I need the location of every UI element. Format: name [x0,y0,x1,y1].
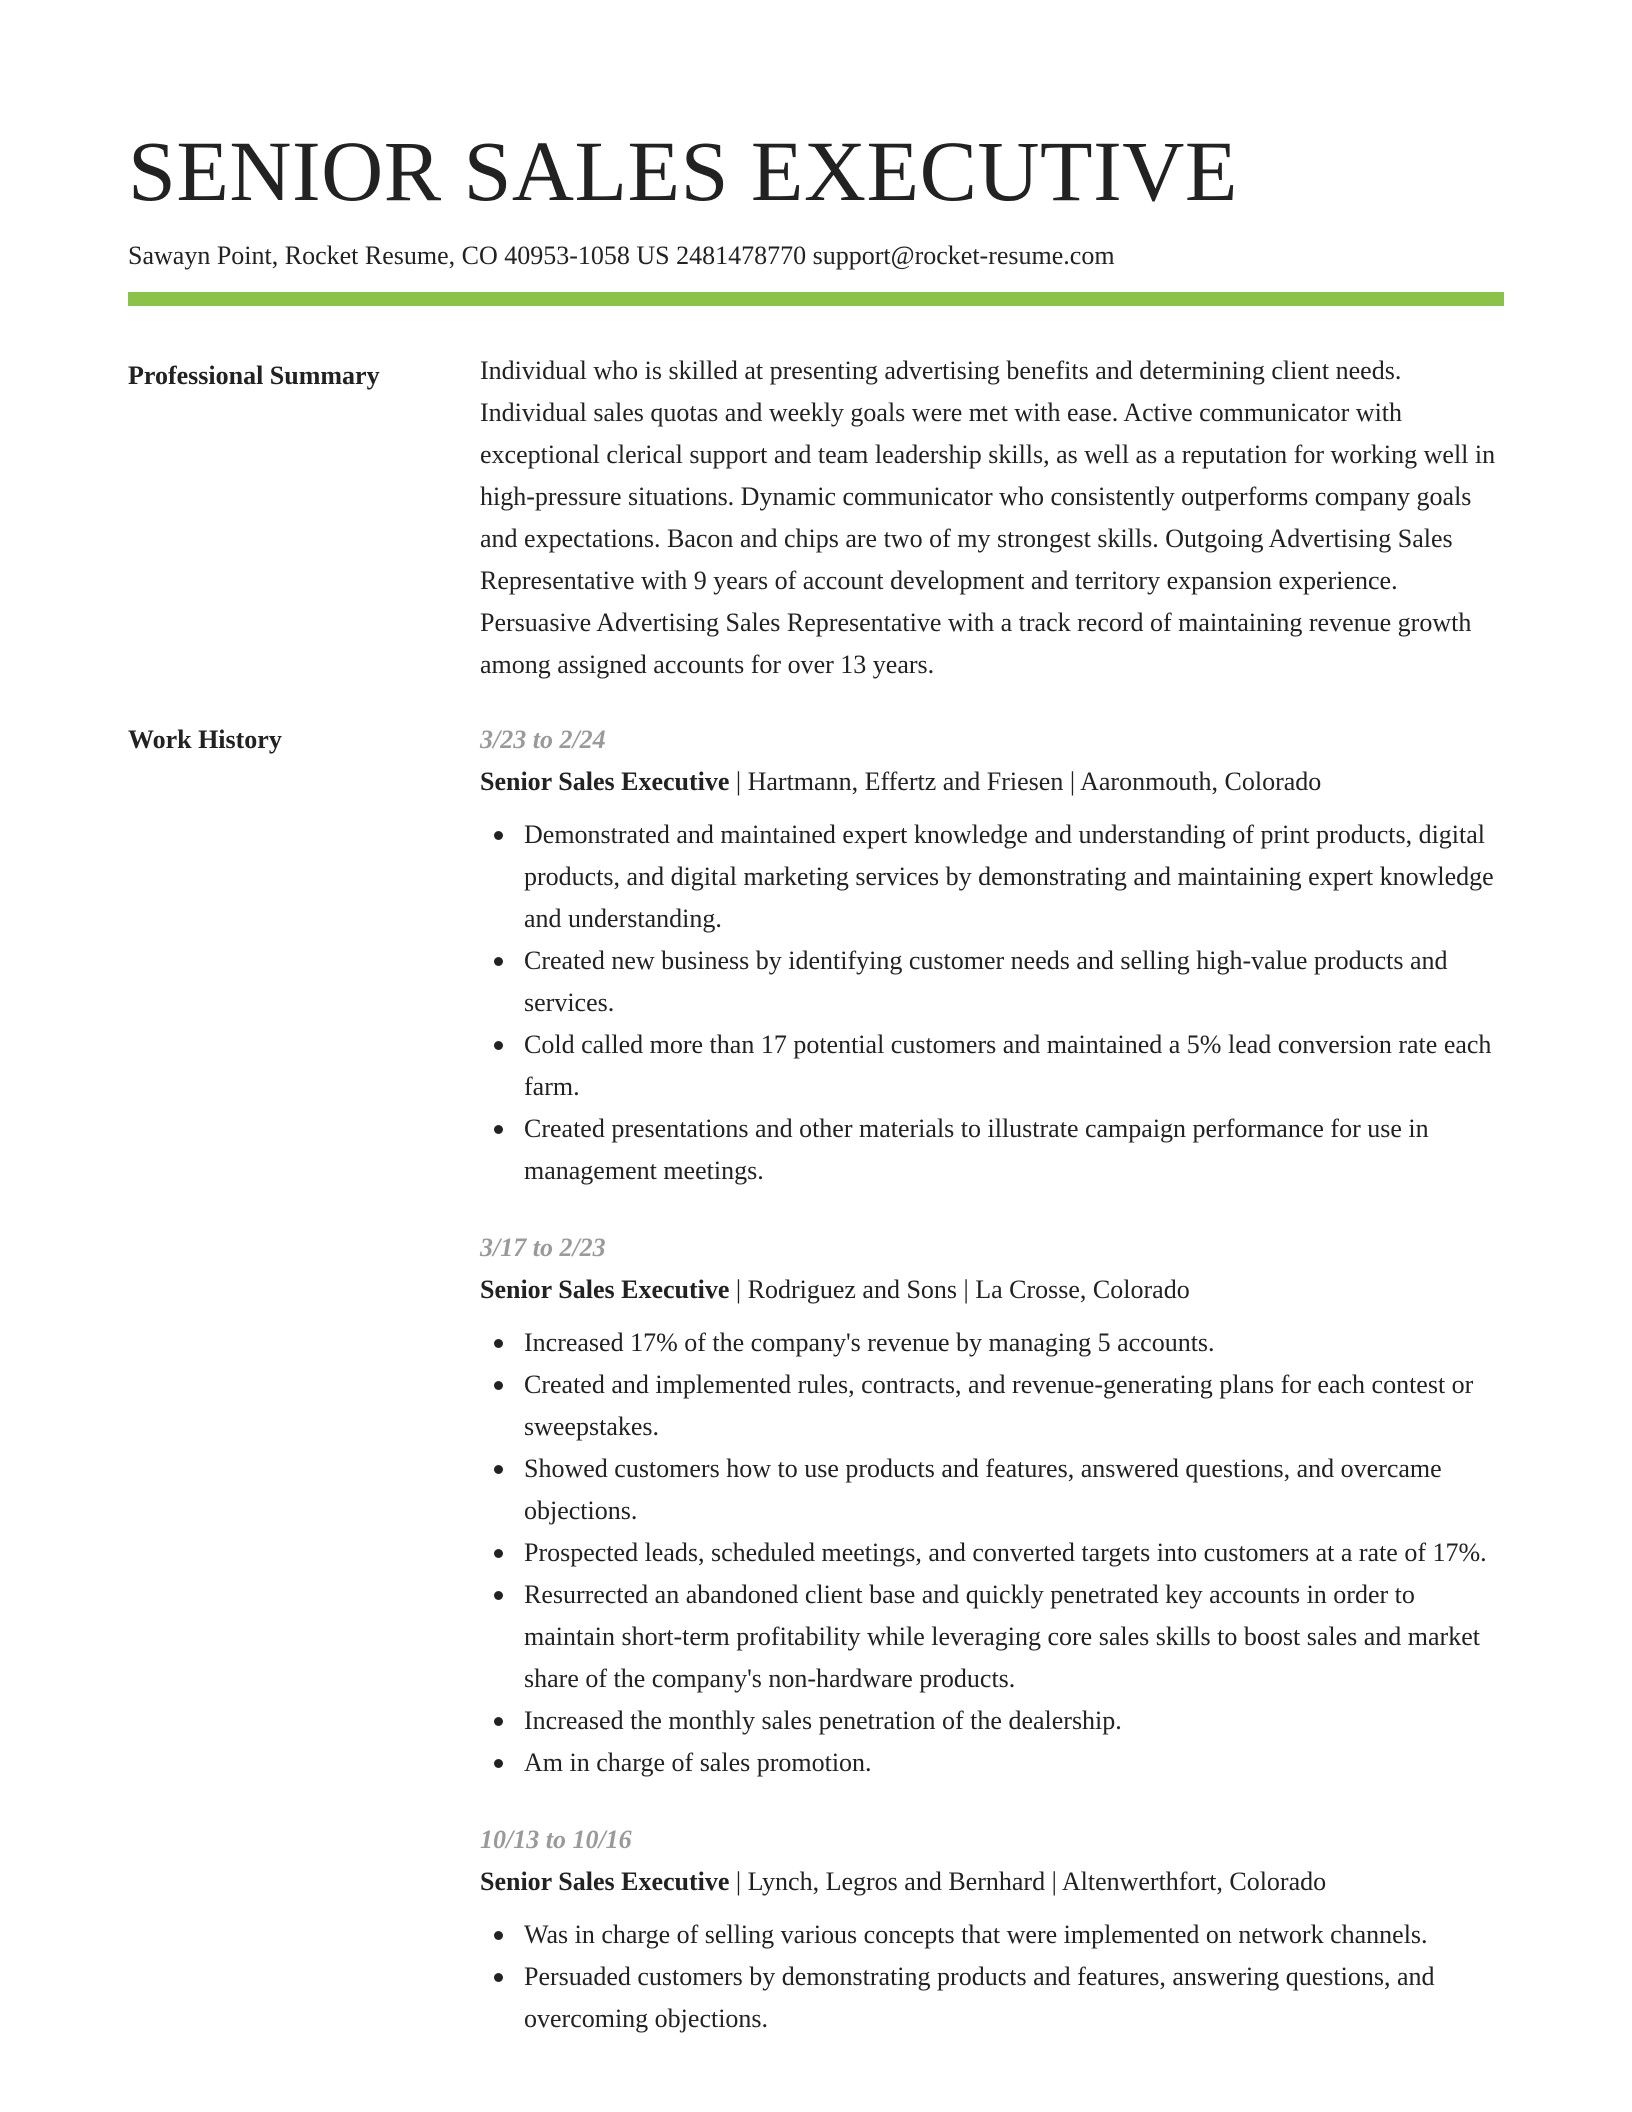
accent-divider [128,292,1504,306]
list-item [480,1024,1504,1108]
summary-section [128,356,1504,686]
bullet-text: Am in charge of sales promotion. [524,1748,872,1777]
job-bullets [480,814,1504,1192]
list-item [480,1742,1504,1784]
summary-text: Individual who is skilled at presenting advertising benefits and determining client needs. Individual sales quotas and weekly goals were met with ease. Active communicator with exceptional clerical support and team leadership skills, as well as a reputation for working well in high-pressure situations. Dynamic communicator who consistently outperforms company goals and expectations. Bacon and chips are two of my strongest skills. Outgoing Advertising Sales Representative with 9 years of account development and territory expansion experience. Persuasive Advertising Sales Representative with a track record of maintaining revenue growth among assigned accounts for over 13 years. [480,356,1496,679]
job-bullets [480,1322,1504,1784]
summary-body [480,356,1504,686]
job-dates: 3/17 to 2/23 [480,1233,606,1262]
job-heading [480,1272,1504,1308]
bullet-icon [494,957,503,966]
bullet-text: Demonstrated and maintained expert knowledge and understanding of print products, digital products, and digital marketing services by demonstrating and maintaining expert knowledge and understanding. [524,820,1494,933]
bullet-text: Was in charge of selling various concepts that were implemented on network channels. [524,1920,1428,1949]
resume-page [128,0,1504,2080]
bullet-icon [494,1381,503,1390]
list-item [480,1914,1504,1956]
job-company-location: | Hartmann, Effertz and Friesen | Aaronmouth, Colorado [729,767,1322,796]
summary-heading: Professional Summary [128,361,380,390]
bullet-icon [494,1759,503,1768]
work-history-section [128,724,1504,2080]
job-entry [480,1822,1504,2040]
job-dates: 10/13 to 10/16 [480,1825,632,1854]
bullet-text: Increased 17% of the company's revenue by managing 5 accounts. [524,1328,1215,1357]
bullet-icon [494,1973,503,1982]
bullet-text: Prospected leads, scheduled meetings, and converted targets into customers at a rate of 17%. [524,1538,1487,1567]
bullet-icon [494,1549,503,1558]
list-item [480,1956,1504,2040]
list-item [480,940,1504,1024]
list-item [480,1448,1504,1532]
job-company-location: | Rodriguez and Sons | La Crosse, Colorado [729,1275,1190,1304]
bullet-text: Showed customers how to use products and features, answered questions, and overcame objections. [524,1454,1442,1525]
bullet-text: Created new business by identifying customer needs and selling high-value products and services. [524,946,1448,1017]
job-heading [480,764,1504,800]
list-item [480,1322,1504,1364]
bullet-text: Resurrected an abandoned client base and quickly penetrated key accounts in order to maintain short-term profitability while leveraging core sales skills to boost sales and market share of the company's non-hardware products. [524,1580,1480,1693]
bullet-icon [494,831,503,840]
list-item [480,814,1504,940]
bullet-icon [494,1931,503,1940]
bullet-icon [494,1717,503,1726]
job-entry [480,1230,1504,1784]
job-bullets [480,1914,1504,2040]
bullet-icon [494,1591,503,1600]
list-item [480,1108,1504,1192]
list-item [480,1532,1504,1574]
job-company-location: | Lynch, Legros and Bernhard | Altenwerthfort, Colorado [729,1867,1327,1896]
job-entry [480,722,1504,1192]
page-title: SENIOR SALES EXECUTIVE [128,123,1238,219]
work-history-body [480,724,1504,2080]
job-dates: 3/23 to 2/24 [480,725,606,754]
list-item [480,1364,1504,1448]
job-title: Senior Sales Executive [480,1275,730,1304]
bullet-text: Created presentations and other materials to illustrate campaign performance for use in management meetings. [524,1114,1429,1185]
bullet-icon [494,1465,503,1474]
job-title: Senior Sales Executive [480,767,730,796]
job-title: Senior Sales Executive [480,1867,730,1896]
bullet-icon [494,1041,503,1050]
bullet-icon [494,1339,503,1348]
list-item [480,1574,1504,1700]
job-heading [480,1864,1504,1900]
bullet-text: Increased the monthly sales penetration of the dealership. [524,1706,1122,1735]
contact-line: Sawayn Point, Rocket Resume, CO 40953-1058 US 2481478770 support@rocket-resume.com [128,241,1115,270]
work-history-heading: Work History [128,725,282,754]
bullet-text: Persuaded customers by demonstrating products and features, answering questions, and overcoming objections. [524,1962,1435,2033]
bullet-icon [494,1125,503,1134]
bullet-text: Cold called more than 17 potential customers and maintained a 5% lead conversion rate each farm. [524,1030,1492,1101]
bullet-text: Created and implemented rules, contracts, and revenue-generating plans for each contest or sweepstakes. [524,1370,1474,1441]
list-item [480,1700,1504,1742]
